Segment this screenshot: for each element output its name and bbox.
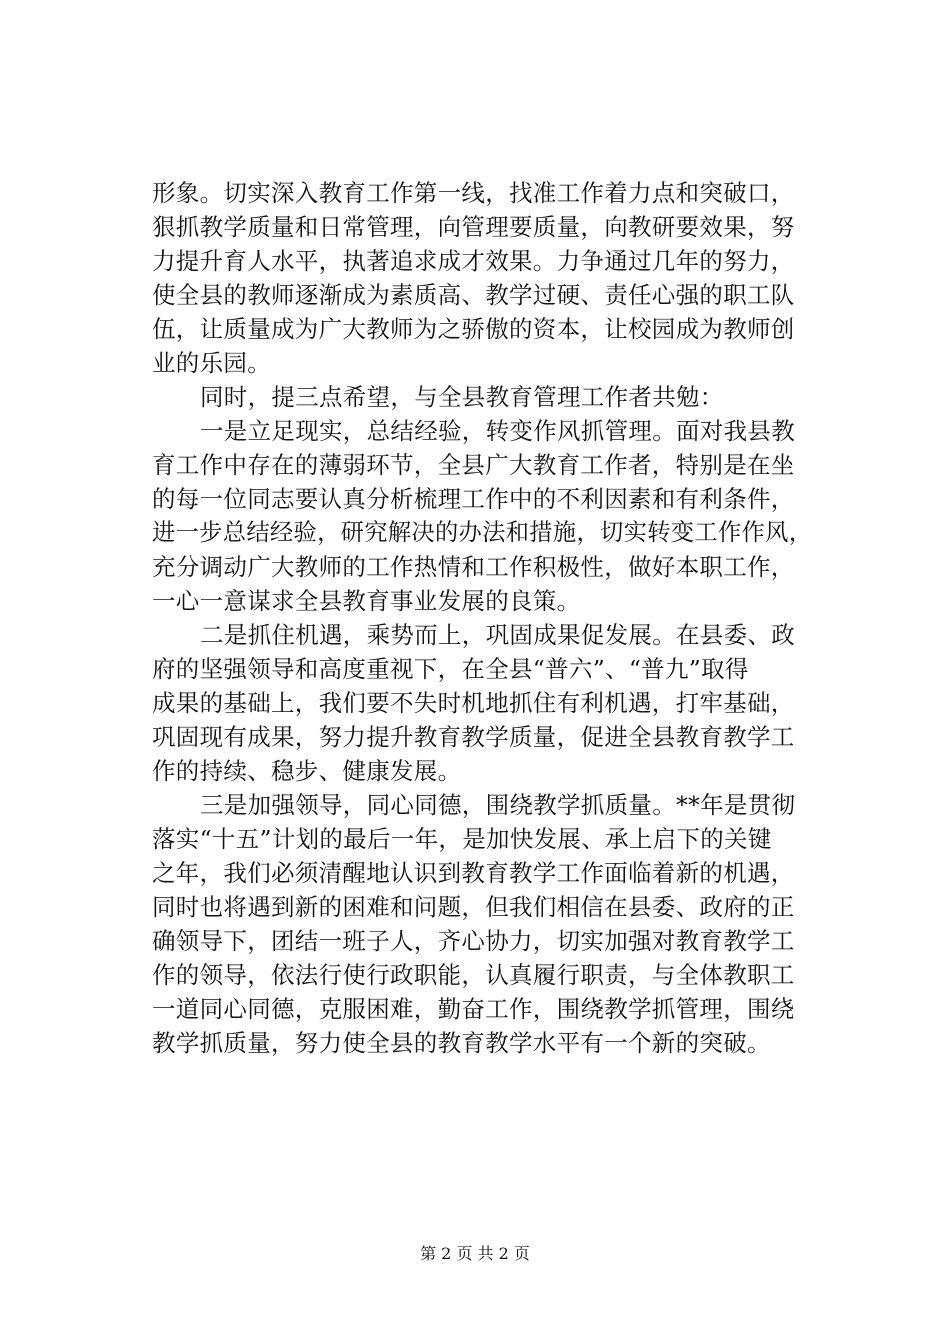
text-line-7: 同时，提三点希望，与全县教育管理工作者共勉：	[200, 383, 724, 411]
text-line-5: 伍，让质量成为广大教师为之骄傲的资本，让校园成为教师创	[152, 315, 795, 343]
text-line-11: 进一步总结经验，研究解决的办法和措施，切实转变工作作风，	[152, 519, 813, 546]
text-line-10: 的每一位同志要认真分析梳理工作中的不利因素和有利条件，	[152, 485, 795, 513]
text-line-21: 之年，我们必须清醒地认识到教育教学工作面临着新的机遇，	[152, 859, 795, 887]
text-line-20: 落实“十五”计划的最后一年，是加快发展、承上启下的关键	[152, 825, 772, 853]
page-number-footer: 第 2 页 共 2 页	[420, 1244, 530, 1263]
document-body	[152, 176, 812, 1060]
text-line-6: 业的乐园。	[152, 349, 271, 377]
text-line-25: 一道同心同德，克服困难，勤奋工作，围绕教学抓管理，围绕	[152, 995, 795, 1023]
text-line-2: 狠抓教学质量和日常管理，向管理要质量，向教研要效果，努	[152, 213, 795, 241]
text-line-13: 一心一意谋求全县教育事业发展的良策。	[152, 587, 581, 615]
text-line-16: 成果的基础上，我们要不失时机地抓住有利机遇，打牢基础，	[152, 689, 795, 717]
text-line-12: 充分调动广大教师的工作热情和工作积极性，做好本职工作，	[152, 553, 795, 581]
text-line-23: 确领导下，团结一班子人，齐心协力，切实加强对教育教学工	[152, 927, 795, 955]
text-line-1: 形象。切实深入教育工作第一线，找准工作着力点和突破口，	[152, 179, 795, 207]
text-line-8: 一是立足现实，总结经验，转变作风抓管理。面对我县教	[200, 417, 795, 445]
text-line-14: 二是抓住机遇，乘势而上，巩固成果促发展。在县委、政	[200, 621, 795, 649]
text-line-26: 教学抓质量，努力使全县的教育教学水平有一个新的突破。	[152, 1029, 771, 1057]
text-line-15: 府的坚强领导和高度重视下，在全县“普六”、“普九”取得	[152, 655, 749, 683]
text-line-4: 使全县的教师逐渐成为素质高、教学过硬、责任心强的职工队	[152, 281, 795, 309]
text-line-22: 同时也将遇到新的困难和问题，但我们相信在县委、政府的正	[152, 893, 795, 921]
text-line-17: 巩固现有成果，努力提升教育教学质量，促进全县教育教学工	[152, 723, 795, 751]
text-line-3: 力提升育人水平，执著追求成才效果。力争通过几年的努力，	[152, 247, 795, 275]
text-line-19: 三是加强领导，同心同德，围绕教学抓质量。**年是贯彻	[200, 791, 796, 819]
text-line-9: 育工作中存在的薄弱环节，全县广大教育工作者，特别是在坐	[152, 451, 795, 479]
text-line-18: 作的持续、稳步、健康发展。	[152, 757, 462, 785]
text-line-24: 作的领导，依法行使行政职能，认真履行职责，与全体教职工	[152, 961, 795, 989]
